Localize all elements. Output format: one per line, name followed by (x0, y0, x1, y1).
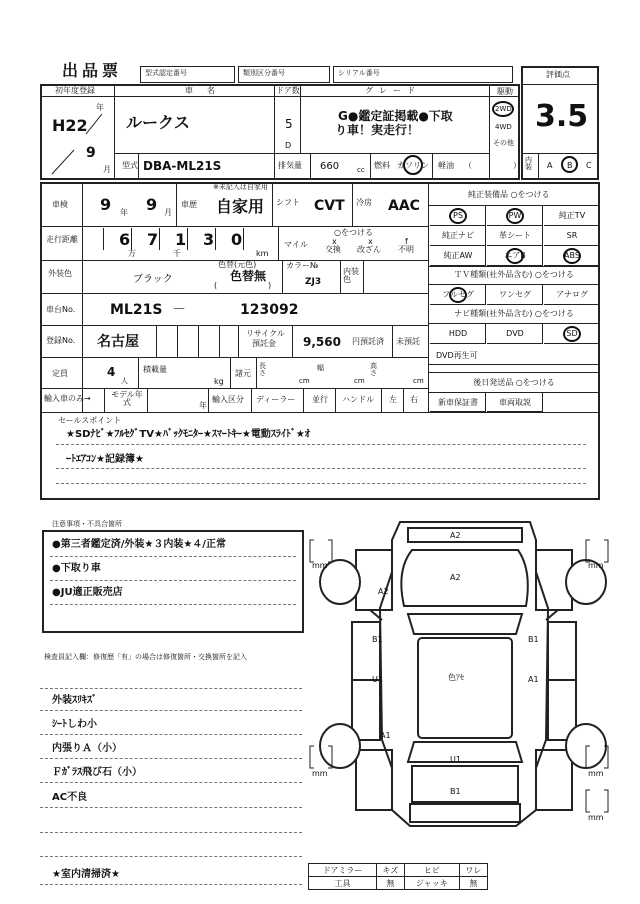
damage-rear-gate: U1 (450, 755, 461, 764)
interior-b-circle (561, 156, 578, 173)
dvd-playback: DVD再生可 (436, 351, 478, 360)
ac-label: 冷房 (356, 198, 372, 207)
dims-label: 諸元 (235, 369, 251, 378)
capacity-label: 定員 (52, 369, 68, 378)
genuine-title: 純正装備品 ○をつける (468, 190, 550, 199)
doors-label: ドア数 (276, 86, 300, 95)
grade-line2: り車！実走行！ (335, 123, 420, 137)
private-note: ※未記入は自家用 (213, 183, 268, 191)
shaken-month: 9 (146, 195, 158, 214)
model-value: DBA-ML21S (143, 159, 222, 173)
selected-circle (563, 248, 581, 264)
shaken-year: 9 (100, 195, 112, 214)
damage-rear-bumper: B1 (450, 787, 461, 796)
equipment-cell: 純正AW (430, 246, 486, 266)
equipment-cell: ワンセグ (487, 285, 543, 305)
selected-circle (563, 326, 581, 342)
equipment-cell: SR (544, 226, 600, 246)
ac-value: AAC (388, 198, 420, 214)
tire-unit-rl: mm (312, 769, 328, 778)
equipment-cell: 車両取説 (487, 393, 543, 412)
chassis-a: ML21S (110, 302, 163, 318)
grade-line1: G●鑑定証掲載●下取 (338, 109, 453, 123)
color-no-label: カラー№ (286, 261, 319, 270)
equipment-cell: PW (487, 206, 543, 226)
recycle-not-paid: 未預託 (396, 337, 420, 346)
damage-roof: 色ｱｾ (448, 673, 464, 682)
equipment-section-title: ＴＶ種類(社外品含む) ○をつける (454, 270, 574, 279)
color-label: 外装色 (48, 269, 72, 278)
model-year-label: モデル年式 (111, 390, 143, 407)
month-unit: 月 (103, 165, 111, 174)
shift-value: CVT (314, 198, 345, 214)
circle-note: ○をつける (334, 228, 373, 237)
drive-label: 駆動 (497, 87, 513, 96)
recycle-label-1: リサイクル (246, 329, 285, 338)
first-reg-label: 初年度登録 (55, 86, 95, 95)
equipment-cell: アナログ (544, 285, 600, 305)
history-value: 自家用 (216, 197, 265, 216)
load-label: 積載量 (143, 365, 167, 374)
interior-color-label: 内装色 (343, 267, 359, 284)
exchange-opt: 交換 (325, 245, 341, 254)
year-unit: 年 (96, 103, 104, 112)
equipment-cell: SD (544, 324, 600, 344)
mileage-digit: 1 (172, 228, 188, 250)
mileage-digit: 6 (116, 228, 132, 250)
fuel-gasoline-circle (403, 155, 423, 175)
equipment-cell: 革シート (487, 226, 543, 246)
recycle-paid: 円預託済 (352, 337, 384, 346)
parallel-opt: 並行 (312, 395, 328, 404)
displacement-label: 排気量 (278, 161, 302, 170)
eval-score: 3.5 (535, 99, 589, 134)
first-reg-month: 9 (86, 145, 96, 161)
equipment-cell: HDD (430, 324, 486, 344)
equipment-cell: DVD (487, 324, 543, 344)
inspector-item: ｼｰﾄしわ小 (52, 719, 97, 730)
note-3: ●JU適正販売店 (52, 587, 123, 598)
category-no-box: 類別区分番号 (238, 66, 330, 83)
mileage-digit: 7 (144, 228, 160, 250)
displacement-value: 660 (320, 161, 340, 172)
inspector-item: 外装ｽﾘｷｽﾞ (52, 695, 97, 706)
selling-line1: ★SDﾅﾋﾞ★ﾌﾙｾｸﾞTV★ﾊﾞｯｸﾓﾆﾀｰ★ｽﾏｰﾄｷｰ★電動ｽﾗｲﾄﾞ★ｵ (66, 429, 310, 440)
drive-4wd: 4WD (495, 123, 512, 131)
mile-label: マイル (284, 240, 308, 249)
mileage-digit (88, 228, 104, 250)
shaken-label: 車検 (52, 200, 68, 209)
damage-left-rear-door: U1 (372, 675, 383, 684)
car-damage-diagram (300, 510, 620, 840)
damage-right-rear-door: A1 (528, 675, 539, 684)
inspector-item: ★室内清掃済★ (52, 869, 120, 880)
first-reg-year: H22 (52, 116, 88, 135)
equipment-cell: 純正ナビ (430, 226, 486, 246)
cc-unit: cc (357, 166, 365, 174)
interior-label: 内装 (525, 156, 532, 171)
inspector-item: AC不良 (52, 792, 88, 803)
handle-right: 右 (410, 395, 418, 404)
fuel-gasoline: ガソリン (397, 161, 429, 170)
handle-left: 左 (389, 395, 397, 404)
selected-circle (506, 208, 524, 224)
damage-left-quarter: A1 (380, 731, 391, 740)
note-2: ●下取り車 (52, 563, 101, 574)
history-label: 車歴 (181, 200, 197, 209)
mileage-digit: 0 (228, 228, 244, 250)
tire-unit-rr: mm (588, 769, 604, 778)
model-cert-no-box: 型式認定番号 (140, 66, 235, 83)
damage-left-front-door: B1 (372, 635, 383, 644)
selling-line2: ｰﾄｴｱｺﾝ★記録簿★ (66, 454, 144, 465)
notes-label: 注意事項・不具合箇所 (52, 520, 122, 528)
tire-unit-fl: mm (312, 561, 328, 570)
interior-b: B (567, 161, 573, 170)
grade-label: グレード (365, 86, 421, 95)
reg-label: 登録No. (46, 336, 76, 345)
model-label: 型式 (122, 161, 138, 170)
import-label: 輸入車のみ→ (44, 394, 91, 403)
mileage-label: 走行距離 (46, 235, 78, 244)
car-name-value: ルークス (126, 113, 190, 132)
selected-circle (449, 208, 467, 224)
damage-right-front-door: B1 (528, 635, 539, 644)
tire-unit-fr: mm (588, 561, 604, 570)
damage-front-bumper: A2 (450, 531, 461, 540)
tire-unit-spare: mm (588, 813, 604, 822)
eval-label: 評価点 (546, 70, 570, 79)
selected-circle (449, 287, 467, 303)
note-1: ●第三者鑑定済/外装★３内装★４/正常 (52, 539, 226, 550)
document-title: 出品票 (62, 61, 123, 80)
serial-no-box: シリアル番号 (333, 66, 513, 83)
shift-label: シフト (276, 198, 300, 207)
color-value: ブラック (133, 274, 173, 285)
damage-hood: A2 (450, 573, 461, 582)
handle-label: ハンドル (342, 395, 374, 404)
fuel-diesel: 軽油 (438, 161, 454, 170)
chassis-label: 車台No. (46, 305, 76, 314)
drive-2wd-circle (492, 101, 514, 117)
recycle-label-2: 預託金 (252, 339, 276, 348)
color-change-label: 色替(元色) (218, 260, 257, 269)
equipment-section-title: ナビ種類(社外品含む) ○をつける (454, 309, 574, 318)
tampered-opt: 改ざん (357, 245, 381, 254)
equipment-cell: 新車保証書 (430, 393, 486, 412)
capacity-value: 4 (107, 365, 116, 379)
recycle-value: 9,560 (303, 335, 341, 349)
fuel-label: 燃料 (374, 161, 390, 170)
unknown-opt: 不明 (398, 245, 414, 254)
slash-lines (44, 100, 112, 176)
equipment-cell: PS (430, 206, 486, 226)
equipment-cell: 純正TV (544, 206, 600, 226)
equipment-cell: エアB (487, 246, 543, 266)
door-suffix: D (285, 141, 292, 150)
equipment-cell: フルセグ (430, 285, 486, 305)
inspector-item: Ｆｶﾞﾗｽ飛び石（小） (52, 767, 142, 778)
inspector-item: 内張りＡ（小） (52, 743, 122, 754)
car-name-label: 車名 (185, 86, 229, 95)
equipment-cell: ABS (544, 246, 600, 266)
interior-c: C (586, 161, 592, 170)
drive-2wd: 2WD (495, 105, 512, 113)
drive-other: その他 (493, 139, 514, 147)
chassis-b: 123092 (240, 302, 299, 318)
import-cat-label: 輸入区分 (212, 395, 244, 404)
color-change-value: 色替無 (230, 269, 267, 283)
mileage-digit: 3 (200, 228, 216, 250)
damage-fl-fender: A2 (378, 587, 389, 596)
selling-label: セールスポイント (58, 416, 122, 425)
doors-value: 5 (285, 117, 293, 131)
equipment-section-title: 後日発送品 ○をつける (473, 378, 555, 387)
inspector-label: 検査員記入欄：修復歴「有」の場合は修復箇所・交換箇所を記入 (44, 653, 247, 661)
reg-place: 名古屋 (97, 334, 139, 350)
color-no-value: ZJ3 (305, 277, 322, 287)
selected-circle (506, 248, 524, 264)
interior-a: A (547, 161, 553, 170)
dealer-opt: ディーラー (256, 395, 296, 404)
legend-table: ドアミラー キズ ヒビ ワレ 工具 無 ジャッキ 無 (308, 863, 488, 890)
